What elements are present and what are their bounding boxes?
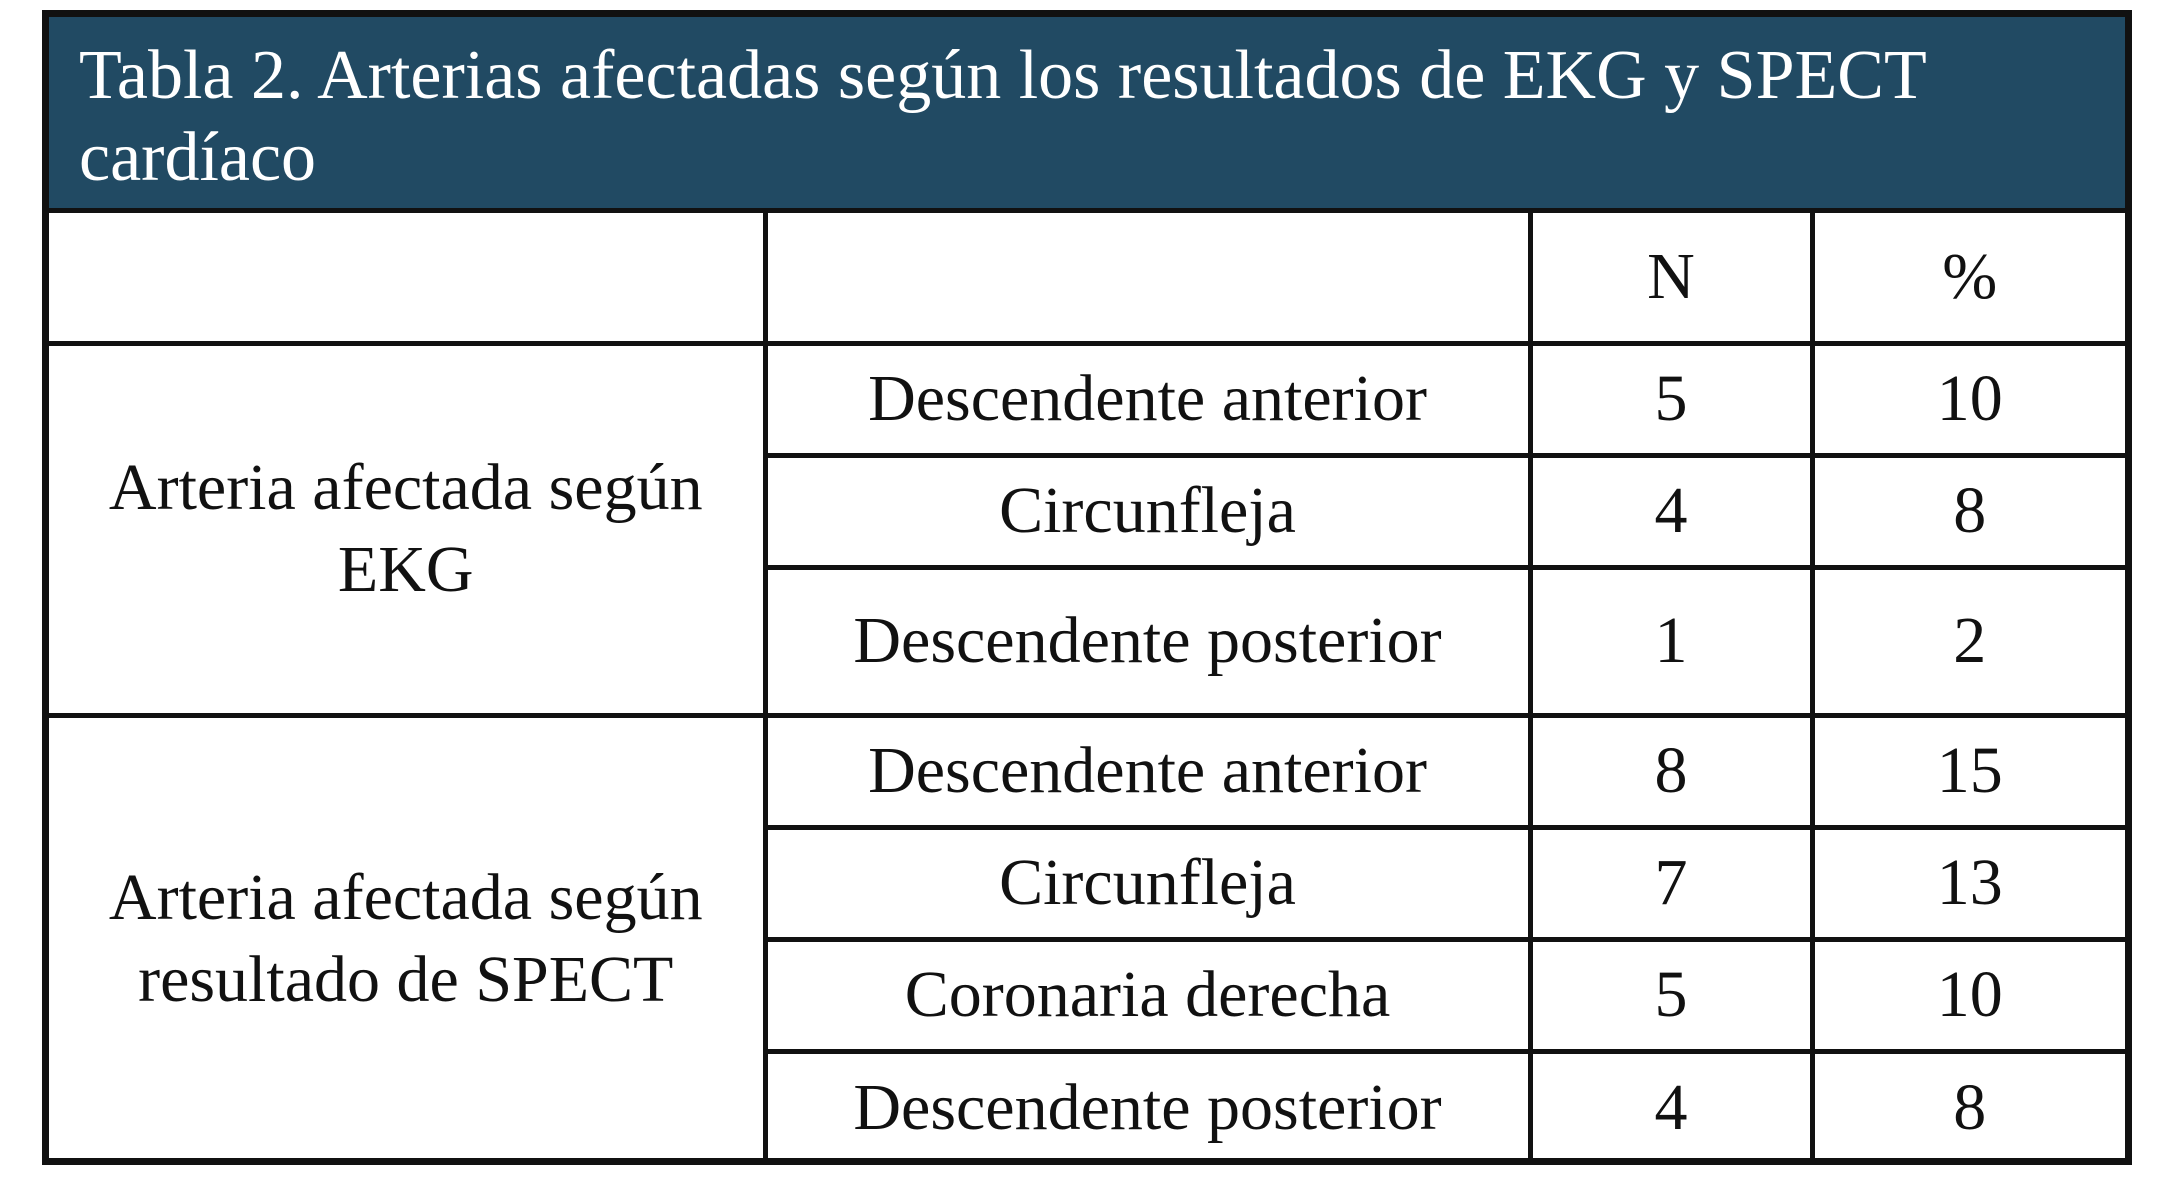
n-cell: 4 bbox=[1530, 1051, 1812, 1162]
header-row bbox=[49, 213, 2125, 343]
artery-cell: Descendente anterior bbox=[765, 715, 1530, 827]
n-cell: 1 bbox=[1530, 567, 1812, 715]
pct-cell: 2 bbox=[1812, 567, 2125, 715]
pct-cell: 8 bbox=[1812, 455, 2125, 567]
group-label-text: Arteria afectada según EKG bbox=[108, 451, 703, 606]
artery-cell: Descendente posterior bbox=[765, 567, 1530, 715]
header-artery-cell bbox=[765, 213, 1530, 343]
n-cell: 5 bbox=[1530, 939, 1812, 1051]
artery-cell: Circunfleja bbox=[765, 827, 1530, 939]
pct-cell: 10 bbox=[1812, 939, 2125, 1051]
pct-cell: 13 bbox=[1812, 827, 2125, 939]
header-group-cell bbox=[49, 213, 765, 343]
group-label-spect bbox=[49, 715, 765, 1162]
header-n-cell: N bbox=[1530, 213, 1812, 343]
n-cell: 7 bbox=[1530, 827, 1812, 939]
table-title: Tabla 2. Arterias afectadas según los resultados de EKG y SPECT cardíaco bbox=[49, 17, 2125, 213]
pct-cell: 15 bbox=[1812, 715, 2125, 827]
artery-cell: Coronaria derecha bbox=[765, 939, 1530, 1051]
artery-cell: Descendente anterior bbox=[765, 343, 1530, 455]
header-pct-cell: % bbox=[1812, 213, 2125, 343]
artery-cell: Descendente posterior bbox=[765, 1051, 1530, 1162]
group-label-ekg bbox=[49, 343, 765, 715]
arteries-table-frame bbox=[42, 10, 2132, 1165]
n-cell: 8 bbox=[1530, 715, 1812, 827]
group-label-text: Arteria afectada según resultado de SPECT bbox=[108, 860, 703, 1016]
artery-cell: Circunfleja bbox=[765, 455, 1530, 567]
n-cell: 4 bbox=[1530, 455, 1812, 567]
table-row bbox=[49, 715, 2125, 827]
pct-cell: 8 bbox=[1812, 1051, 2125, 1162]
n-cell: 5 bbox=[1530, 343, 1812, 455]
arteries-table bbox=[49, 213, 2125, 1165]
pct-cell: 10 bbox=[1812, 343, 2125, 455]
table-row bbox=[49, 343, 2125, 455]
